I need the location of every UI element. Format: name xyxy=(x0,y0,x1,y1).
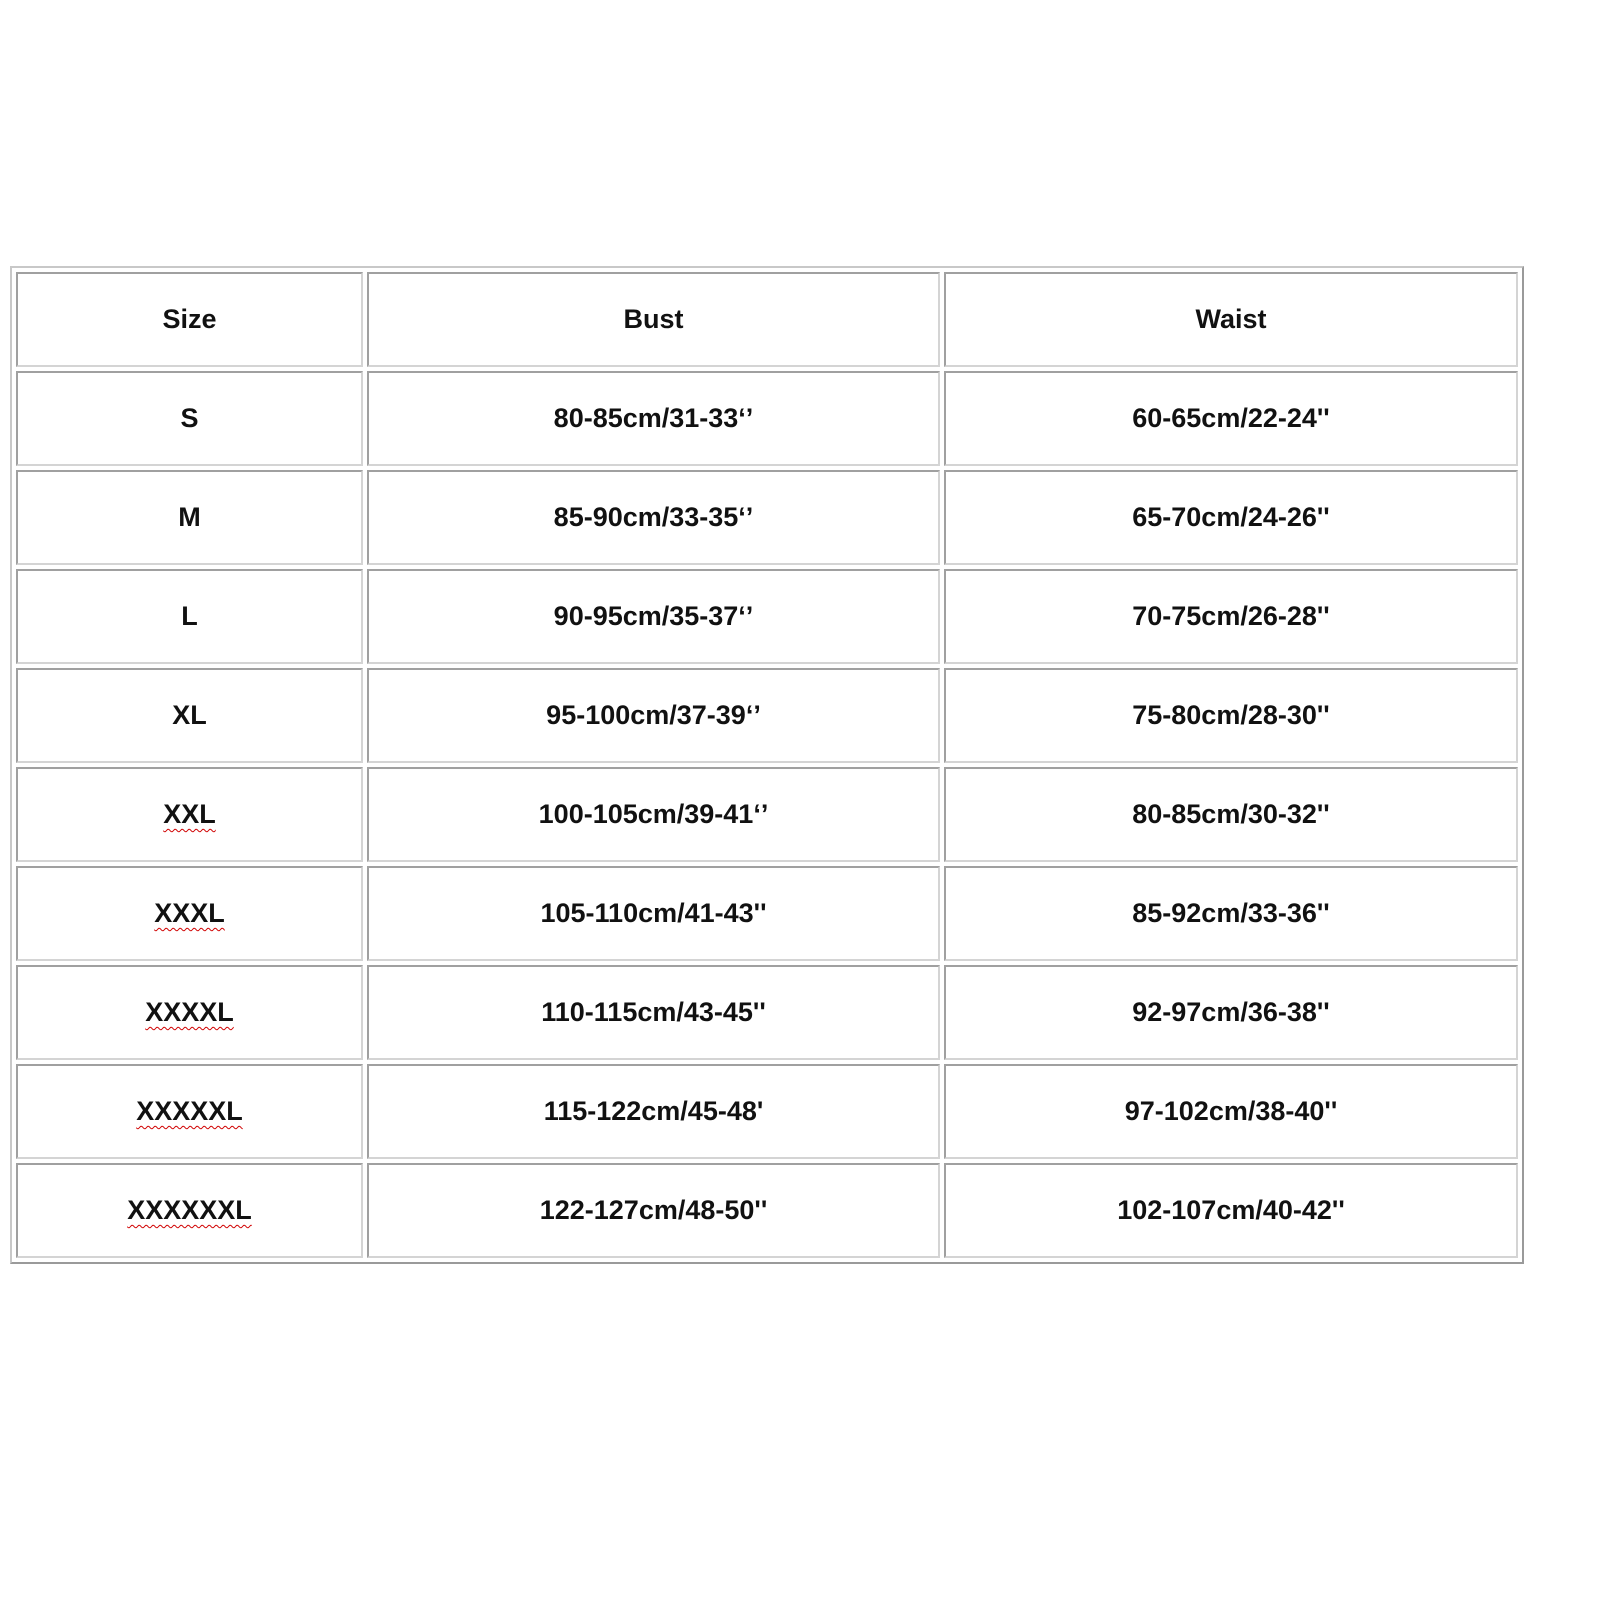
bust-value: 110-115cm/43-45'' xyxy=(541,997,766,1027)
table-row xyxy=(16,470,1518,565)
waist-value: 92-97cm/36-38'' xyxy=(1132,997,1330,1027)
cell-size xyxy=(16,1163,363,1258)
bust-value: 122-127cm/48-50'' xyxy=(539,1195,768,1225)
header-bust: Bust xyxy=(367,272,940,367)
table-row xyxy=(16,1163,1518,1258)
table-row xyxy=(16,866,1518,961)
cell-size xyxy=(16,470,363,565)
size-value: L xyxy=(181,601,198,631)
cell-waist xyxy=(944,371,1518,466)
waist-value: 102-107cm/40-42'' xyxy=(1117,1195,1345,1225)
bust-value: 115-122cm/45-48' xyxy=(543,1096,764,1126)
size-value: XXXXXXL xyxy=(127,1195,252,1225)
header-waist: Waist xyxy=(944,272,1518,367)
waist-value: 85-92cm/33-36'' xyxy=(1132,898,1330,928)
waist-value: 65-70cm/24-26'' xyxy=(1132,502,1330,532)
cell-waist xyxy=(944,569,1518,664)
cell-size xyxy=(16,668,363,763)
cell-waist xyxy=(944,668,1518,763)
header-size: Size xyxy=(16,272,363,367)
cell-size xyxy=(16,1064,363,1159)
size-value: S xyxy=(180,403,199,433)
cell-size xyxy=(16,965,363,1060)
cell-bust xyxy=(367,1064,940,1159)
cell-waist xyxy=(944,767,1518,862)
bust-value: 100-105cm/39-41‘’ xyxy=(538,799,769,829)
size-value: M xyxy=(178,502,201,532)
waist-value: 70-75cm/26-28'' xyxy=(1132,601,1330,631)
size-value: XXXXXL xyxy=(136,1096,243,1126)
size-value: XXL xyxy=(163,799,216,829)
table-row xyxy=(16,1064,1518,1159)
waist-value: 60-65cm/22-24'' xyxy=(1132,403,1330,433)
size-value: XXXL xyxy=(154,898,225,928)
cell-waist xyxy=(944,470,1518,565)
table-row xyxy=(16,767,1518,862)
table-row xyxy=(16,371,1518,466)
cell-bust xyxy=(367,371,940,466)
bust-value: 95-100cm/37-39‘’ xyxy=(546,700,761,730)
size-chart-table xyxy=(10,266,1524,1264)
cell-bust xyxy=(367,965,940,1060)
bust-value: 90-95cm/35-37‘’ xyxy=(553,601,754,631)
cell-bust xyxy=(367,569,940,664)
waist-value: 75-80cm/28-30'' xyxy=(1132,700,1330,730)
table-row xyxy=(16,668,1518,763)
header-row xyxy=(16,272,1518,367)
table-row xyxy=(16,569,1518,664)
cell-bust xyxy=(367,866,940,961)
cell-waist xyxy=(944,965,1518,1060)
size-value: XL xyxy=(172,700,207,730)
cell-waist xyxy=(944,866,1518,961)
bust-value: 85-90cm/33-35‘’ xyxy=(553,502,754,532)
cell-bust xyxy=(367,668,940,763)
cell-size xyxy=(16,767,363,862)
cell-bust xyxy=(367,470,940,565)
cell-size xyxy=(16,866,363,961)
size-value: XXXXL xyxy=(145,997,234,1027)
cell-waist xyxy=(944,1064,1518,1159)
waist-value: 80-85cm/30-32'' xyxy=(1132,799,1330,829)
cell-bust xyxy=(367,767,940,862)
bust-value: 80-85cm/31-33‘’ xyxy=(553,403,754,433)
cell-size xyxy=(16,371,363,466)
cell-bust xyxy=(367,1163,940,1258)
cell-size xyxy=(16,569,363,664)
bust-value: 105-110cm/41-43'' xyxy=(540,898,767,928)
cell-waist xyxy=(944,1163,1518,1258)
table-row xyxy=(16,965,1518,1060)
waist-value: 97-102cm/38-40'' xyxy=(1124,1096,1338,1126)
